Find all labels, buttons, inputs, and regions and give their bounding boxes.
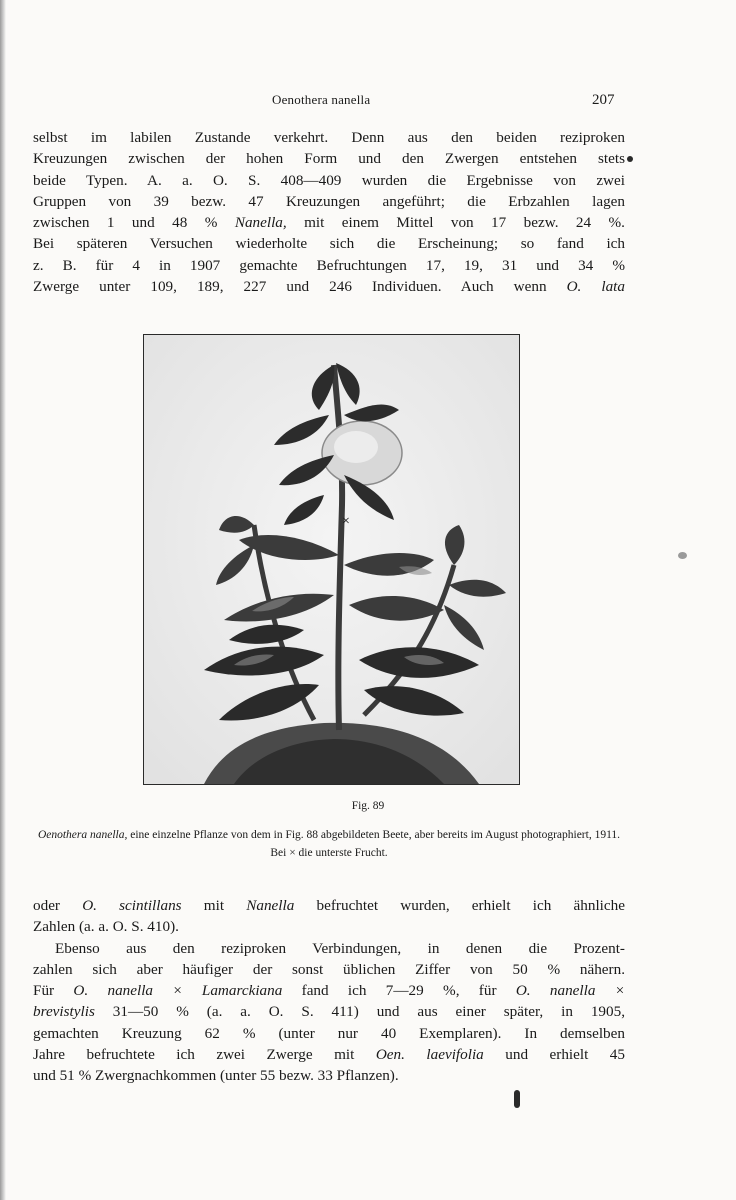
text-segment: zwischen 1 und 48 % xyxy=(33,214,235,232)
caption-text: eine einzelne Pflanze von dem in Fig. 88 abgebildeten Beete, aber bereits im August photographiert, 1911. Bei × die unterste Frucht. xyxy=(127,829,621,859)
plant-photo-illustration xyxy=(144,335,519,784)
species-name: Nanella xyxy=(246,897,295,914)
figure-label: Fig. 89 xyxy=(351,800,385,812)
text-segment: Jahre befruchtete ich zwei Zwerge mit xyxy=(33,1046,376,1064)
page-number: 207 xyxy=(592,92,615,108)
flower-center xyxy=(334,431,378,463)
figure-photograph xyxy=(143,334,520,785)
text-line xyxy=(33,980,625,1001)
photo-background xyxy=(144,335,519,784)
print-speck xyxy=(678,552,687,559)
species-name: O. nanella × Lamarckiana xyxy=(73,982,283,1000)
text-line: gemachten Kreuzung 62 % (unter nur 40 Exemplaren). In demselben xyxy=(33,1024,625,1042)
page-binding-shadow xyxy=(0,0,6,1200)
running-head: Oenothera nanella xyxy=(272,92,371,107)
text-line: selbst im labilen Zustande verkehrt. Denn aus den beiden reziproken xyxy=(33,129,625,146)
text-line xyxy=(33,895,625,916)
top-paragraph xyxy=(33,127,625,297)
print-speck xyxy=(514,1090,520,1108)
text-line: Gruppen von 39 bezw. 47 Kreuzungen angeführt; die Erbzahlen lagen xyxy=(33,192,625,210)
text-line xyxy=(33,276,625,297)
text-line xyxy=(33,212,625,233)
figure-caption xyxy=(33,826,625,862)
text-segment: befruchtet wurden, erhielt ich ähnliche xyxy=(294,897,625,914)
text-line: und 51 % Zwergnachkommen (unter 55 bezw. 33 Pflanzen). xyxy=(33,1067,399,1085)
text-segment: mit einem Mittel von 17 bezw. 24 %. xyxy=(286,214,625,232)
text-line: beide Typen. A. a. O. S. 408—409 wurden die Ergebnisse von zwei xyxy=(33,171,625,189)
text-segment: Für xyxy=(33,982,74,1000)
text-line: Ebenso aus den reziproken Verbindungen, in denen die Prozent- xyxy=(55,939,625,957)
text-line: Bei späteren Versuchen wiederholte sich die Erscheinung; so fand ich xyxy=(33,235,625,253)
species-name: Oen. laevifolia xyxy=(375,1046,484,1064)
text-segment: 31—50 % (a. a. O. S. 411) und aus einer später, in 1905, xyxy=(94,1003,625,1021)
text-segment: und erhielt 45 xyxy=(483,1046,625,1064)
text-segment: oder xyxy=(33,897,83,914)
text-line: Zahlen (a. a. O. S. 410). xyxy=(33,918,179,936)
text-line xyxy=(33,1001,625,1022)
bottom-text xyxy=(33,895,625,1087)
text-line: Kreuzungen zwischen der hohen Form und den Zwergen entstehen stets xyxy=(33,150,625,168)
text-line: z. B. für 4 in 1907 gemachte Befruchtungen 17, 19, 31 und 34 % xyxy=(33,256,625,274)
species-name: O. scintillans xyxy=(82,897,182,914)
caption-species: Oenothera nanella, xyxy=(37,829,128,841)
species-name: O. lata xyxy=(566,278,625,296)
fruit-cross-mark: × xyxy=(342,514,350,529)
print-speck xyxy=(627,156,633,162)
text-segment: fand ich 7—29 %, für xyxy=(282,982,516,1000)
text-segment: Zwerge unter 109, 189, 227 und 246 Individuen. Auch wenn xyxy=(33,278,567,296)
text-line: zahlen sich aber häufiger der sonst üblichen Ziffer von 50 % nähern. xyxy=(33,960,625,978)
text-line xyxy=(33,1044,625,1065)
species-name: O. nanella × xyxy=(515,982,626,1000)
species-name: brevistylis xyxy=(33,1003,95,1021)
text-segment: mit xyxy=(181,897,247,914)
species-name: Nanella, xyxy=(234,214,287,232)
